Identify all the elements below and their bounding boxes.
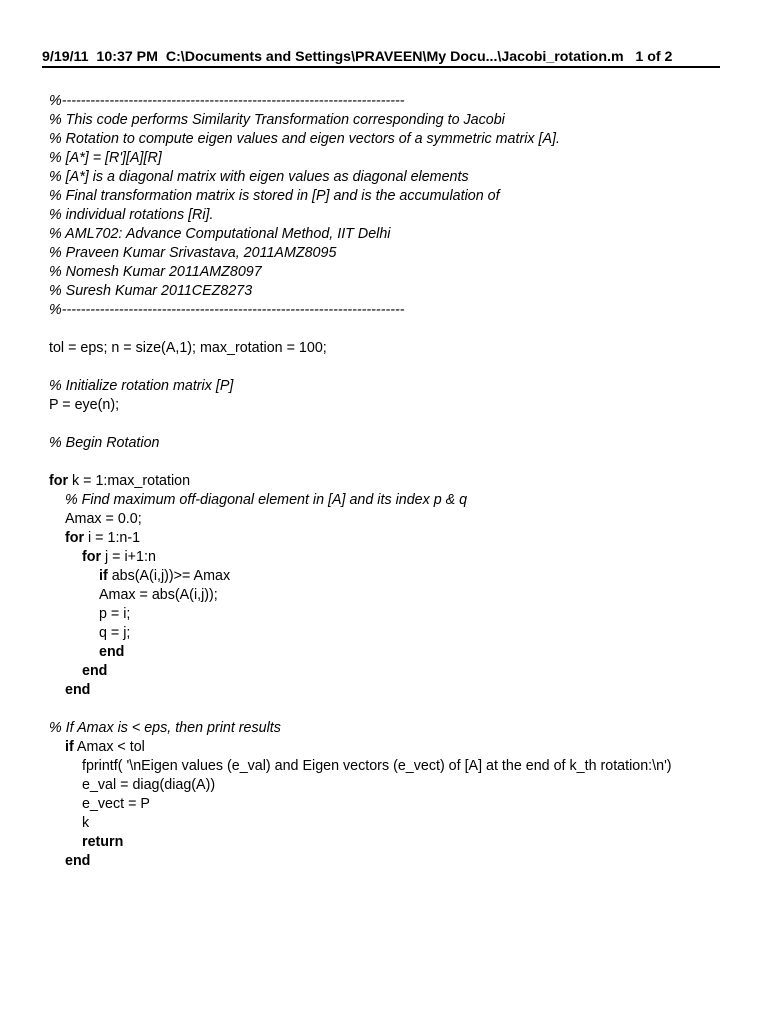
- comment-text: % Find maximum off-diagonal element in [A] and its index p & q: [65, 492, 468, 508]
- keyword: for: [49, 473, 69, 489]
- comment-line: [49, 92, 729, 111]
- comment-text: % [A*] = [R'][A][R]: [49, 150, 162, 166]
- comment-line: [49, 301, 729, 320]
- comment-text: % Suresh Kumar 2011CEZ8273: [49, 283, 253, 299]
- code-text: Amax = abs(A(i,j));: [99, 587, 218, 603]
- comment-text: % AML702: Advance Computational Method, IIT Delhi: [49, 226, 391, 242]
- comment-text: %------------------------------------------------------------------------: [49, 93, 405, 109]
- code-text: Amax = 0.0;: [65, 511, 142, 527]
- comment-line: [49, 244, 729, 263]
- blank-line: [49, 415, 729, 434]
- code-text: fprintf( '\nEigen values (e_val) and Eigen vectors (e_vect) of [A] at the end of k_th rotation:\n'): [82, 758, 672, 774]
- comment-text: % individual rotations [Ri].: [49, 207, 214, 223]
- comment-text: % [A*] is a diagonal matrix with eigen values as diagonal elements: [49, 169, 469, 185]
- comment-text: % Final transformation matrix is stored in [P] and is the accumulation of: [49, 188, 500, 204]
- keyword: return: [82, 834, 124, 850]
- code-line: [49, 814, 729, 833]
- blank-line: [49, 358, 729, 377]
- comment-text: % Praveen Kumar Srivastava, 2011AMZ8095: [49, 245, 337, 261]
- code-line: [49, 776, 729, 795]
- keyword: end: [65, 682, 91, 698]
- code-line: [49, 757, 729, 776]
- code-line: [49, 548, 729, 567]
- comment-line: [49, 282, 729, 301]
- code-text: P = eye(n);: [49, 397, 120, 413]
- code-text: q = j;: [99, 625, 131, 641]
- code-text: k: [82, 815, 90, 831]
- header-rule: [42, 66, 720, 68]
- comment-text: % This code performs Similarity Transformation corresponding to Jacobi: [49, 112, 505, 128]
- comment-line: [49, 111, 729, 130]
- code-text: i = 1:n-1: [84, 530, 141, 546]
- comment-text: % Nomesh Kumar 2011AMZ8097: [49, 264, 262, 280]
- comment-line: [49, 149, 729, 168]
- code-line: [49, 510, 729, 529]
- code-text: tol = eps; n = size(A,1); max_rotation = 100;: [49, 340, 327, 356]
- comment-text: %------------------------------------------------------------------------: [49, 302, 405, 318]
- comment-text: % If Amax is < eps, then print results: [49, 720, 281, 736]
- blank-line: [49, 453, 729, 472]
- code-line: [49, 339, 729, 358]
- comment-line: [49, 187, 729, 206]
- code-line: [49, 605, 729, 624]
- page-header: 9/19/11 10:37 PM C:\Documents and Settings\PRAVEEN\My Docu...\Jacobi_rotation.m 1 of 2: [42, 49, 673, 65]
- code-line: [49, 396, 729, 415]
- keyword: if: [99, 568, 108, 584]
- comment-line: [49, 377, 729, 396]
- code-text: abs(A(i,j))>= Amax: [107, 568, 231, 584]
- code-line: [49, 643, 729, 662]
- code-text: e_val = diag(diag(A)): [82, 777, 216, 793]
- code-text: j = i+1:n: [101, 549, 156, 565]
- keyword: end: [65, 853, 91, 869]
- code-text: e_vect = P: [82, 796, 150, 812]
- code-line: [49, 681, 729, 700]
- keyword: for: [65, 530, 85, 546]
- code-line: [49, 795, 729, 814]
- keyword: end: [82, 663, 108, 679]
- code-line: [49, 529, 729, 548]
- blank-line: [49, 700, 729, 719]
- blank-line: [49, 320, 729, 339]
- comment-text: % Rotation to compute eigen values and eigen vectors of a symmetric matrix [A].: [49, 131, 560, 147]
- comment-line: [49, 434, 729, 453]
- code-line: [49, 852, 729, 871]
- comment-line: [49, 130, 729, 149]
- comment-line: [49, 491, 729, 510]
- code-text: p = i;: [99, 606, 131, 622]
- comment-line: [49, 263, 729, 282]
- keyword: if: [65, 739, 74, 755]
- comment-text: % Initialize rotation matrix [P]: [49, 378, 234, 394]
- code-listing: [49, 92, 729, 871]
- code-line: [49, 662, 729, 681]
- comment-text: % Begin Rotation: [49, 435, 160, 451]
- code-line: [49, 738, 729, 757]
- comment-line: [49, 719, 729, 738]
- keyword: end: [99, 644, 125, 660]
- comment-line: [49, 206, 729, 225]
- code-line: [49, 586, 729, 605]
- code-line: [49, 567, 729, 586]
- comment-line: [49, 225, 729, 244]
- keyword: for: [82, 549, 102, 565]
- code-text: Amax < tol: [73, 739, 145, 755]
- code-line: [49, 833, 729, 852]
- code-text: k = 1:max_rotation: [68, 473, 191, 489]
- code-line: [49, 624, 729, 643]
- code-line: [49, 472, 729, 491]
- comment-line: [49, 168, 729, 187]
